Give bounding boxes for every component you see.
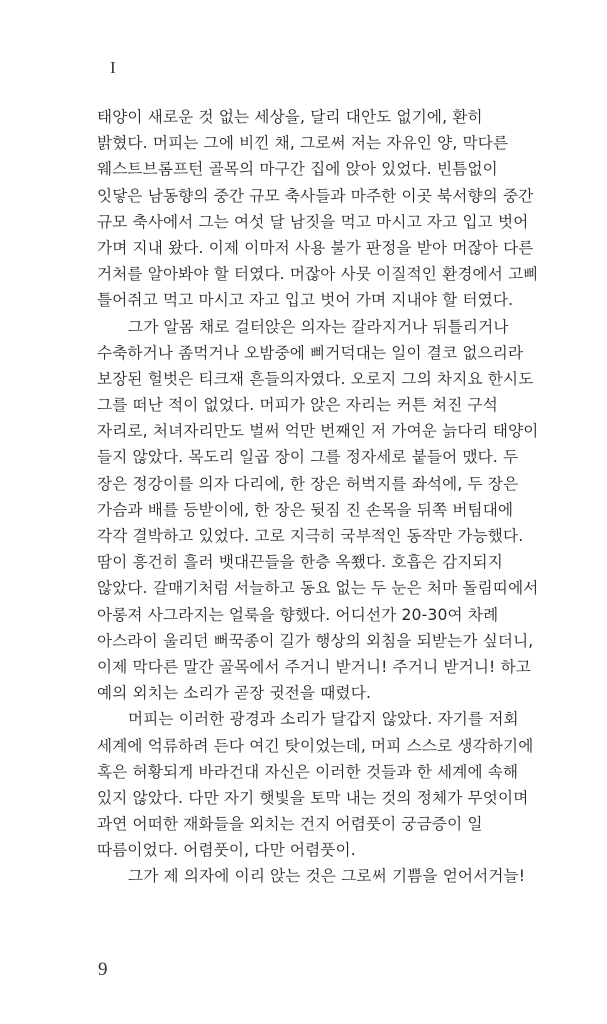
text-line: 틀어쥐고 먹고 마시고 자고 입고 벗어 가며 지내야 할 터였다. bbox=[97, 291, 514, 310]
text-line: 태양이 새로운 것 없는 세상을, 달리 대안도 없기에, 환히 bbox=[97, 108, 483, 126]
text-line: 가슴과 배를 등받이에, 한 장은 뒷짐 진 손목을 뒤쪽 버팀대에 bbox=[97, 500, 514, 519]
paragraph bbox=[97, 104, 575, 314]
body-text bbox=[97, 104, 575, 890]
text-line: 머피는 이러한 광경과 소리가 달갑지 않았다. 자기를 저회 bbox=[128, 710, 519, 729]
text-line: 가며 지내 왔다. 이제 이마저 사용 불가 판정을 받아 머잖아 다른 bbox=[97, 238, 534, 257]
text-line: 잇닿은 남동향의 중간 규모 축사들과 마주한 이곳 북서향의 중간 bbox=[97, 186, 534, 205]
chapter-number: I bbox=[110, 58, 116, 77]
text-line: 있지 않았다. 다만 자기 햇빛을 토막 내는 것의 정체가 무엇이며 bbox=[97, 788, 529, 807]
text-line: 보장된 헐벗은 티크재 흔들의자였다. 오로지 그의 차지요 한시도 bbox=[97, 369, 534, 388]
paragraph bbox=[97, 314, 575, 707]
text-line: 수축하거나 좀먹거나 오밤중에 삐거덕대는 일이 결코 없으리라 bbox=[97, 343, 524, 362]
text-line: 않았다. 갈매기처럼 서늘하고 동요 없는 두 눈은 처마 돌림띠에서 bbox=[97, 579, 539, 598]
text-line: 땀이 흥건히 흘러 뱃대끈들을 한층 옥쬈다. 호흡은 감지되지 bbox=[97, 553, 503, 572]
text-line: 밝혔다. 머피는 그에 비낀 채, 그로써 저는 자유인 양, 막다른 bbox=[97, 134, 509, 153]
text-line: 거처를 알아봐야 할 터였다. 머잖아 사뭇 이질적인 환경에서 고삐 bbox=[97, 265, 539, 284]
text-line: 과연 어떠한 재화들을 외치는 건지 어렴풋이 궁금증이 일 bbox=[97, 815, 483, 834]
text-line: 아스라이 울리던 뻐꾹종이 길가 행상의 외침을 되받는가 싶더니, bbox=[97, 631, 534, 650]
text-line: 규모 축사에서 그는 여섯 달 남짓을 먹고 마시고 자고 입고 벗어 bbox=[97, 212, 529, 231]
text-line: 웨스트브롬프턴 골목의 마구간 집에 앉아 있었다. 빈틈없이 bbox=[97, 160, 498, 179]
page-number: 9 bbox=[98, 959, 108, 980]
text-line: 그가 제 의자에 이리 앉는 것은 그로써 기쁨을 얻어서거늘! bbox=[128, 867, 526, 886]
paragraph bbox=[97, 706, 575, 863]
text-line: 세계에 억류하려 든다 여긴 탓이었는데, 머피 스스로 생각하기에 bbox=[97, 736, 534, 755]
paragraph bbox=[97, 863, 575, 889]
text-line: 각각 결박하고 있었다. 고로 지극히 국부적인 동작만 가능했다. bbox=[97, 527, 524, 545]
text-line: 아롱져 사그라지는 얼룩을 향했다. 어디선가 20-30여 차례 bbox=[97, 605, 499, 624]
text-line: 그를 떠난 적이 없었다. 머피가 앉은 자리는 커튼 쳐진 구석 bbox=[97, 396, 498, 415]
text-line: 예의 외치는 소리가 곧장 귓전을 때렸다. bbox=[97, 684, 372, 703]
text-line: 그가 알몸 채로 걸터앉은 의자는 갈라지거나 뒤틀리거나 bbox=[128, 317, 509, 336]
text-line: 들지 않았다. 목도리 일곱 장이 그를 정자세로 붙들어 맸다. 두 bbox=[97, 448, 519, 467]
text-line: 장은 정강이를 의자 다리에, 한 장은 허벅지를 좌석에, 두 장은 bbox=[97, 474, 519, 493]
text-line: 혹은 허황되게 바라건대 자신은 이러한 것들과 한 세계에 속해 bbox=[97, 762, 519, 781]
text-line: 이제 막다른 말간 골목에서 주거니 받거니! 주거니 받거니! 하고 bbox=[97, 657, 531, 676]
text-line: 따름이었다. 어렴풋이, 다만 어렴풋이. bbox=[97, 841, 356, 860]
text-line: 자리로, 처녀자리만도 벌써 억만 번째인 저 가여운 늙다리 태양이 bbox=[97, 422, 539, 441]
